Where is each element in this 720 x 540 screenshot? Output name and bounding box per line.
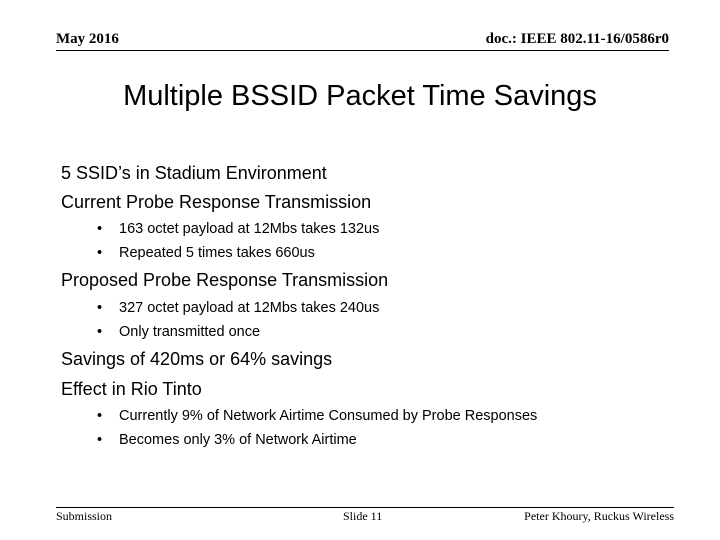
- effect-bullet-text: Becomes only 3% of Network Airtime: [119, 432, 357, 448]
- header-date: May 2016: [56, 31, 119, 47]
- slide-title: Multiple BSSID Packet Time Savings: [123, 80, 597, 112]
- header-doc-id: doc.: IEEE 802.11-16/0586r0: [485, 31, 669, 47]
- footer-divider: [56, 507, 674, 508]
- current-bullet-text: Repeated 5 times takes 660us: [119, 245, 315, 261]
- effect-bullet-text: Currently 9% of Network Airtime Consumed by Probe Responses: [119, 408, 538, 424]
- footer-slide-number: Slide 11: [343, 509, 383, 523]
- proposed-bullet-text: Only transmitted once: [119, 324, 261, 340]
- current-bullet-item: [97, 244, 315, 262]
- header-divider: [56, 50, 669, 51]
- proposed-bullet-item: [97, 299, 379, 317]
- bullet-glyph: •: [97, 221, 103, 237]
- effect-bullet-item: [97, 407, 537, 425]
- footer-submission: Submission: [56, 509, 113, 523]
- body-line-ssids: 5 SSID’s in Stadium Environment: [61, 163, 327, 183]
- effect-bullet-item: [97, 431, 357, 449]
- proposed-bullet-item: [97, 323, 260, 341]
- bullet-glyph: •: [97, 300, 103, 316]
- current-heading: Current Probe Response Transmission: [61, 192, 372, 212]
- proposed-bullet-text: 327 octet payload at 12Mbs takes 240us: [119, 300, 380, 316]
- bullet-glyph: •: [97, 324, 103, 340]
- bullet-glyph: •: [97, 408, 103, 424]
- current-bullet-text: 163 octet payload at 12Mbs takes 132us: [119, 221, 380, 237]
- effect-heading: Effect in Rio Tinto: [61, 379, 202, 399]
- bullet-glyph: •: [97, 245, 103, 261]
- footer-author: Peter Khoury, Ruckus Wireless: [524, 509, 674, 523]
- proposed-heading: Proposed Probe Response Transmission: [61, 270, 389, 290]
- bullet-glyph: •: [97, 432, 103, 448]
- current-bullet-item: [97, 220, 379, 238]
- savings-line: Savings of 420ms or 64% savings: [61, 349, 333, 369]
